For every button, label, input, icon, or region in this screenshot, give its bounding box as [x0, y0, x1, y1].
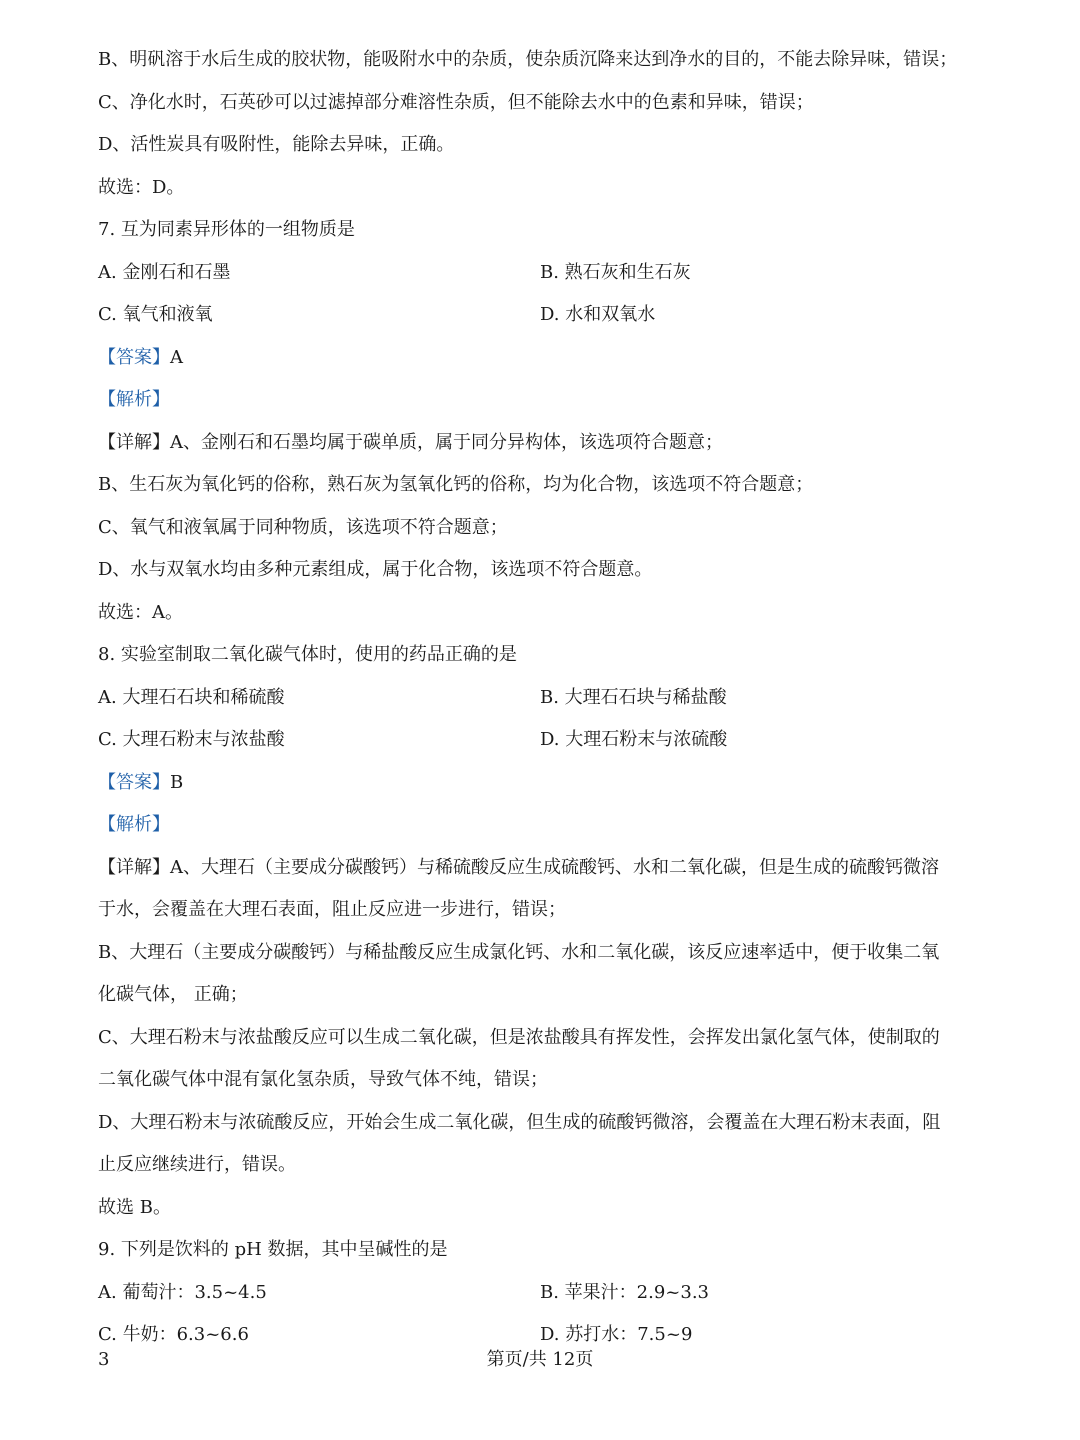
q8-detail-tag: 【详解】	[98, 857, 170, 878]
q8-answer-tag: 【答案】	[98, 772, 170, 793]
q8-option-b: B. 大理石石块与稀盐酸	[540, 687, 727, 708]
q8-answer-value: B	[170, 772, 184, 793]
q7-option-a: A. 金刚石和石墨	[98, 262, 231, 283]
q8-detail-a-line1	[98, 855, 984, 881]
q7-answer-value: A	[170, 347, 183, 368]
prev-analysis-d: D、活性炭具有吸附性，能除去异味，正确。	[98, 134, 455, 155]
q9-stem: 9. 下列是饮料的 pH 数据，其中呈碱性的是	[98, 1239, 448, 1260]
page-number: 3	[98, 1349, 110, 1370]
q8-analysis	[98, 812, 984, 838]
q9-option-d: D. 苏打水：7.5~9	[540, 1324, 693, 1345]
q8-detail-a-text: A、大理石（主要成分碳酸钙）与稀硫酸反应生成硫酸钙、水和二氧化碳，但是生成的硫酸钙微溶	[170, 857, 939, 878]
q8-detail-c-line2: 二氧化碳气体中混有氯化氢杂质，导致气体不纯，错误；	[98, 1069, 548, 1090]
prev-analysis-b: B、明矾溶于水后生成的胶状物，能吸附水中的杂质，使杂质沉降来达到净水的目的，不能去除异味，错误；	[98, 49, 958, 70]
q8-option-d: D. 大理石粉末与浓硫酸	[540, 729, 728, 750]
q8-option-a: A. 大理石石块和稀硫酸	[98, 687, 285, 708]
q7-analysis	[98, 387, 984, 413]
q7-detail-tag: 【详解】	[98, 432, 170, 453]
q8-detail-c-line1: C、大理石粉末与浓盐酸反应可以生成二氧化碳，但是浓盐酸具有挥发性，会挥发出氯化氢气体，使制取的	[98, 1027, 940, 1048]
q8-choice: 故选 B。	[98, 1197, 171, 1218]
q8-detail-d-line2: 止反应继续进行，错误。	[98, 1154, 296, 1175]
q8-answer	[98, 770, 984, 796]
q7-detail-b: B、生石灰为氧化钙的俗称，熟石灰为氢氧化钙的俗称，均为化合物，该选项不符合题意；	[98, 474, 814, 495]
q9-option-b: B. 苹果汁：2.9~3.3	[540, 1282, 710, 1303]
q7-detail-c: C、氧气和液氧属于同种物质，该选项不符合题意；	[98, 517, 508, 538]
q7-stem: 7. 互为同素异形体的一组物质是	[98, 219, 355, 240]
q8-detail-b-line1: B、大理石（主要成分碳酸钙）与稀盐酸反应生成氯化钙、水和二氧化碳，该反应速率适中，便于收集二氧	[98, 942, 940, 963]
q7-choice: 故选：A。	[98, 602, 183, 623]
q7-option-d: D. 水和双氧水	[540, 304, 656, 325]
prev-choice: 故选：D。	[98, 177, 185, 198]
q8-detail-d-line1: D、大理石粉末与浓硫酸反应，开始会生成二氧化碳，但生成的硫酸钙微溶，会覆盖在大理石粉末表面，阻	[98, 1112, 941, 1133]
q8-detail-b-line2: 化碳气体， 正确；	[98, 984, 248, 1005]
q8-stem: 8. 实验室制取二氧化碳气体时，使用的药品正确的是	[98, 644, 517, 665]
q9-option-c: C. 牛奶：6.3~6.6	[98, 1324, 249, 1345]
q7-answer	[98, 345, 984, 371]
q7-detail-a	[98, 430, 984, 456]
prev-analysis-c: C、净化水时，石英砂可以过滤掉部分难溶性杂质，但不能除去水中的色素和异味，错误；	[98, 92, 814, 113]
q9-option-a: A. 葡萄汁：3.5~4.5	[98, 1282, 267, 1303]
q8-option-c: C. 大理石粉末与浓盐酸	[98, 729, 285, 750]
q7-answer-tag: 【答案】	[98, 347, 170, 368]
q7-detail-a-text: A、金刚石和石墨均属于碳单质，属于同分异构体，该选项符合题意；	[170, 432, 723, 453]
q8-detail-a-line2: 于水，会覆盖在大理石表面，阻止反应进一步进行，错误；	[98, 899, 566, 920]
q7-option-c: C. 氧气和液氧	[98, 304, 213, 325]
q7-analysis-tag: 【解析】	[98, 389, 170, 410]
q8-analysis-tag: 【解析】	[98, 814, 170, 835]
q7-option-b: B. 熟石灰和生石灰	[540, 262, 691, 283]
q7-detail-d: D、水与双氧水均由多种元素组成，属于化合物，该选项不符合题意。	[98, 559, 653, 580]
page-label: 第页/共 12页	[486, 1349, 594, 1370]
